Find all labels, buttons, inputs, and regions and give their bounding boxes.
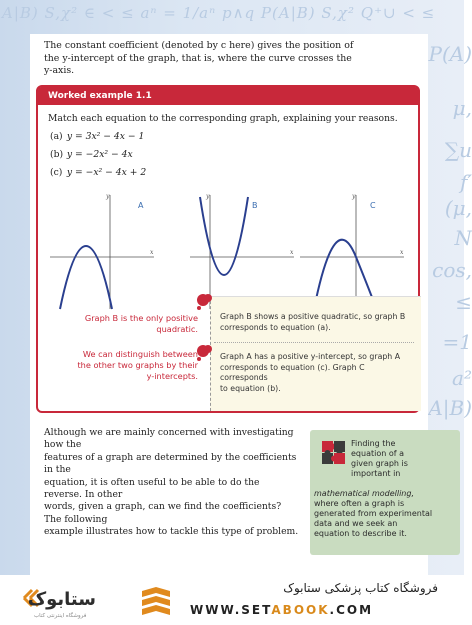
- logo-tagline: فروشگاه اینترنتی کتاب: [34, 613, 87, 619]
- hint-line: We can distinguish between: [82, 349, 198, 359]
- equation-text: y = −x² − 4x + 2: [66, 167, 147, 178]
- worked-example-card: [36, 85, 420, 413]
- right-symbol: ≤: [455, 290, 472, 314]
- url-part: .COM: [329, 603, 374, 617]
- graph-c: [296, 191, 406, 311]
- graph-a-label: A: [138, 201, 144, 210]
- intro-line: The constant coefficient (denoted by c here) gives the position of: [44, 40, 354, 51]
- hint-line: quadratic.: [156, 324, 198, 334]
- graph-c-label: C: [370, 201, 376, 210]
- hint-line: y-intercepts.: [146, 371, 198, 381]
- body-line: equation, it is often useful to be able to do the reverse. In other: [44, 476, 260, 501]
- answer-line: corresponds to equation (c). Graph C corresponds: [220, 362, 365, 383]
- note-line: mathematical modelling,: [314, 489, 414, 498]
- y-axis-label: y: [352, 193, 356, 200]
- store-name: فروشگاه کتاب پزشکی ستابوک: [283, 581, 438, 595]
- store-url[interactable]: [190, 603, 373, 617]
- curve: [60, 246, 112, 309]
- curve: [200, 197, 248, 275]
- right-symbol: N: [454, 226, 472, 250]
- x-axis-label: x: [290, 249, 294, 256]
- note-text-continued: [314, 489, 454, 539]
- right-symbol: a²: [452, 366, 472, 390]
- answer-line: Graph A has a positive y-intercept, so graph A: [220, 352, 401, 361]
- intro-line: the y-intercept of the graph, that is, where the curve crosses the: [44, 52, 352, 64]
- intro-paragraph: [44, 40, 404, 78]
- answer-2: [214, 349, 418, 397]
- y-axis-label: y: [106, 193, 110, 200]
- hint-line: Graph B is the only positive: [84, 313, 198, 323]
- right-symbol: =1: [442, 330, 472, 354]
- equation-b: [50, 149, 133, 160]
- right-symbol: P(A): [428, 42, 472, 66]
- puzzle-icon: [318, 437, 348, 471]
- answer-line: Graph B shows a positive quadratic, so graph B: [220, 312, 406, 321]
- answer-line: to equation (b).: [220, 383, 281, 393]
- right-symbol: f′: [460, 170, 472, 194]
- body-line: words, given a graph, can we find the coefficients? The following: [44, 501, 282, 525]
- answer-1: [214, 309, 418, 336]
- hint-2: [48, 349, 198, 382]
- y-axis-label: y: [206, 193, 210, 200]
- graph-b-label: B: [252, 201, 258, 210]
- url-accent: ABOOK: [271, 603, 330, 617]
- body-paragraph: [44, 427, 299, 539]
- x-axis-label: x: [400, 249, 404, 256]
- logo-wordmark: ستابوک: [27, 589, 96, 610]
- x-axis-label: x: [150, 249, 154, 256]
- note-line: Finding the: [351, 439, 396, 448]
- equation-text: y = 3x² − 4x − 1: [66, 131, 145, 142]
- note-line: important in: [351, 469, 401, 478]
- right-symbol: cos,: [432, 258, 472, 282]
- worked-example-title: Worked example 1.1: [38, 87, 418, 105]
- equation-a: [50, 131, 144, 142]
- equation-text: y = −2x² − 4x: [66, 149, 133, 160]
- note-line: data and we seek an: [314, 519, 398, 528]
- note-line: generated from experimental: [314, 509, 433, 518]
- top-formula-strip: A|B) S,χ² ∈ < ≤ aⁿ = 1/aⁿ p∧q P(A|B) S,χ² Q⁺∪ < ≤: [2, 4, 436, 22]
- right-symbol: (μ,: [444, 196, 472, 220]
- example-task: Match each equation to the corresponding graph, explaining your reasons.: [48, 113, 398, 124]
- equation-label: (a): [50, 131, 63, 142]
- body-line: example illustrates how to tackle this type of problem.: [44, 526, 299, 538]
- answer-divider: [214, 342, 414, 343]
- note-line: equation of a: [351, 449, 404, 458]
- note-line: given graph is: [351, 459, 408, 468]
- thought-bubble-icon: [194, 293, 214, 311]
- body-line: Although we are mainly concerned with investigating how the: [44, 427, 294, 451]
- note-line: where often a graph is: [314, 499, 405, 508]
- body-line: features of a graph are determined by the coefficients in the: [44, 451, 297, 476]
- intro-line: y-axis.: [44, 65, 75, 77]
- right-symbol: μ,: [452, 96, 472, 120]
- equation-label: (c): [50, 167, 63, 178]
- answer-line: corresponds to equation (a).: [220, 322, 331, 332]
- hint-line: the other two graphs by their: [77, 360, 198, 370]
- book-icon: [138, 585, 174, 619]
- note-text: [351, 439, 451, 479]
- hint-1: [48, 313, 198, 335]
- equation-label: (b): [50, 149, 64, 160]
- setabook-logo: [18, 583, 100, 613]
- right-symbol: ∑u: [444, 138, 472, 162]
- url-part: WWW.SET: [190, 603, 272, 617]
- note-line: equation to describe it.: [314, 529, 407, 538]
- equation-c: [50, 167, 146, 178]
- right-symbol: A|B): [428, 396, 472, 420]
